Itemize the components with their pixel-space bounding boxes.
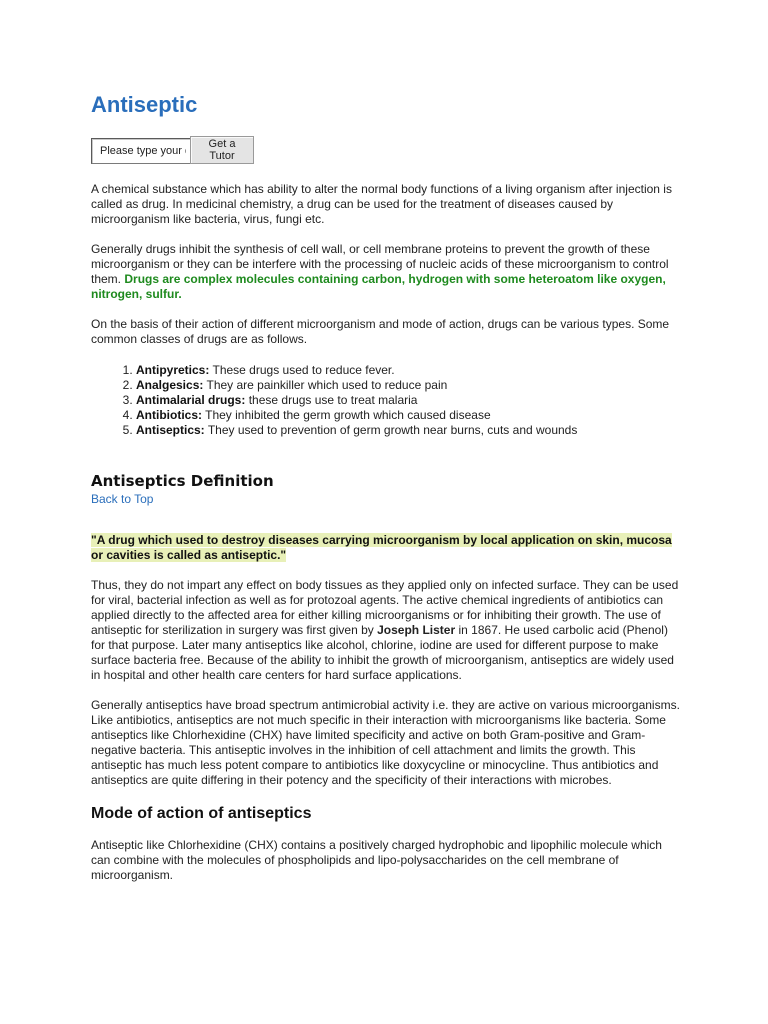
definition-text-a: Thus, they do not impart any effect on body tissues as they applied only on infected surface. They can be used for viral, bacterial infection as well as for protozoal agents. The active chemical ingredients of antibiotics can applied directly to the affected area for either killing microorganisms or for inhibiting their growth. The use of antiseptic for sterilization in surgery was first given by (91, 578, 679, 637)
tutor-search-bar (91, 136, 681, 162)
spectrum-paragraph: Generally antiseptics have broad spectrum antimicrobial activity i.e. they are active on various microorganisms. Like antibiotics, antiseptics are not much specific in their interaction with microorganisms like bacteria. Some antiseptics like Chlorhexidine (CHX) have limited specificity and active on both Gram-positive and Gram-negative bacteria. This antiseptic involves in the inhibition of cell attachment and limits the growth. This antiseptic has much less potent compare to antibiotics like doxycycline or minocycline. Thus antibiotics and antiseptics are quite differing in their potency and the specificity of their interactions with microbes. (91, 698, 680, 787)
list-item (136, 393, 681, 408)
inhibit-text: Generally drugs inhibit the synthesis of cell wall, or cell membrane proteins to prevent the growth of these microorganism or they can be interfere with the processing of nucleic acids of these microorganism to control them. (91, 242, 669, 286)
list-item-text: They are painkiller which used to reduce pain (206, 378, 448, 392)
intro-paragraph: A chemical substance which has ability to alter the normal body functions of a living organism after injection is called as drug. In medicinal chemistry, a drug can be used for the treatment of diseases caused by microorganism like bacteria, virus, fungi etc. (91, 182, 672, 226)
list-item-text: these drugs use to treat malaria (248, 393, 418, 407)
joseph-lister-name: Joseph Lister (377, 623, 456, 637)
complex-molecules-highlight: Drugs are complex molecules containing carbon, hydrogen with some heteroatom like oxygen, nitrogen, sulfur. (91, 272, 666, 301)
list-item (136, 363, 681, 378)
definition-heading: Antiseptics Definition (91, 472, 274, 490)
inhibit-paragraph (91, 242, 681, 302)
list-item-term: Antipyretics: (136, 363, 210, 377)
list-item-text: These drugs used to reduce fever. (212, 363, 395, 377)
list-item-text: They inhibited the germ growth which caused disease (205, 408, 491, 422)
list-item (136, 423, 681, 438)
list-item-term: Analgesics: (136, 378, 204, 392)
list-item (136, 408, 681, 423)
list-item (136, 378, 681, 393)
drug-classes-list (91, 363, 681, 438)
definition-text-b: in 1867. He used carbolic acid (Phenol) for that purpose. Later many antiseptics like alcohol, chlorine, iodine are used for different purpose to make surface bacteria free. Because of the ability to inhibit the growth of microorganism, antiseptics are widely used in hospital and other health care centers for hard surface applications. (91, 623, 674, 682)
list-item-term: Antimalarial drugs: (136, 393, 246, 407)
article-content (91, 90, 681, 883)
page-title: Antiseptic (91, 92, 198, 117)
definition-quote (91, 533, 681, 563)
mode-of-action-heading: Mode of action of antiseptics (91, 805, 312, 822)
definition-paragraph (91, 578, 681, 683)
mode-of-action-paragraph: Antiseptic like Chlorhexidine (CHX) contains a positively charged hydrophobic and lipophilic molecule which can combine with the molecules of phospholipids and lipo-polysaccharides on the cell membrane of microorganism. (91, 838, 662, 882)
question-input[interactable] (91, 138, 190, 164)
definition-quote-text: "A drug which used to destroy diseases carrying microorganism by local application on skin, mucosa or cavities is called as antiseptic." (91, 533, 672, 562)
back-to-top-link[interactable]: Back to Top (91, 492, 154, 506)
list-item-term: Antiseptics: (136, 423, 205, 437)
classes-intro: On the basis of their action of different microorganism and mode of action, drugs can be various types. Some common classes of drugs are as follows. (91, 317, 670, 346)
get-tutor-button[interactable]: Get a Tutor (190, 136, 254, 164)
list-item-term: Antibiotics: (136, 408, 202, 422)
list-item-text: They used to prevention of germ growth near burns, cuts and wounds (207, 423, 578, 437)
